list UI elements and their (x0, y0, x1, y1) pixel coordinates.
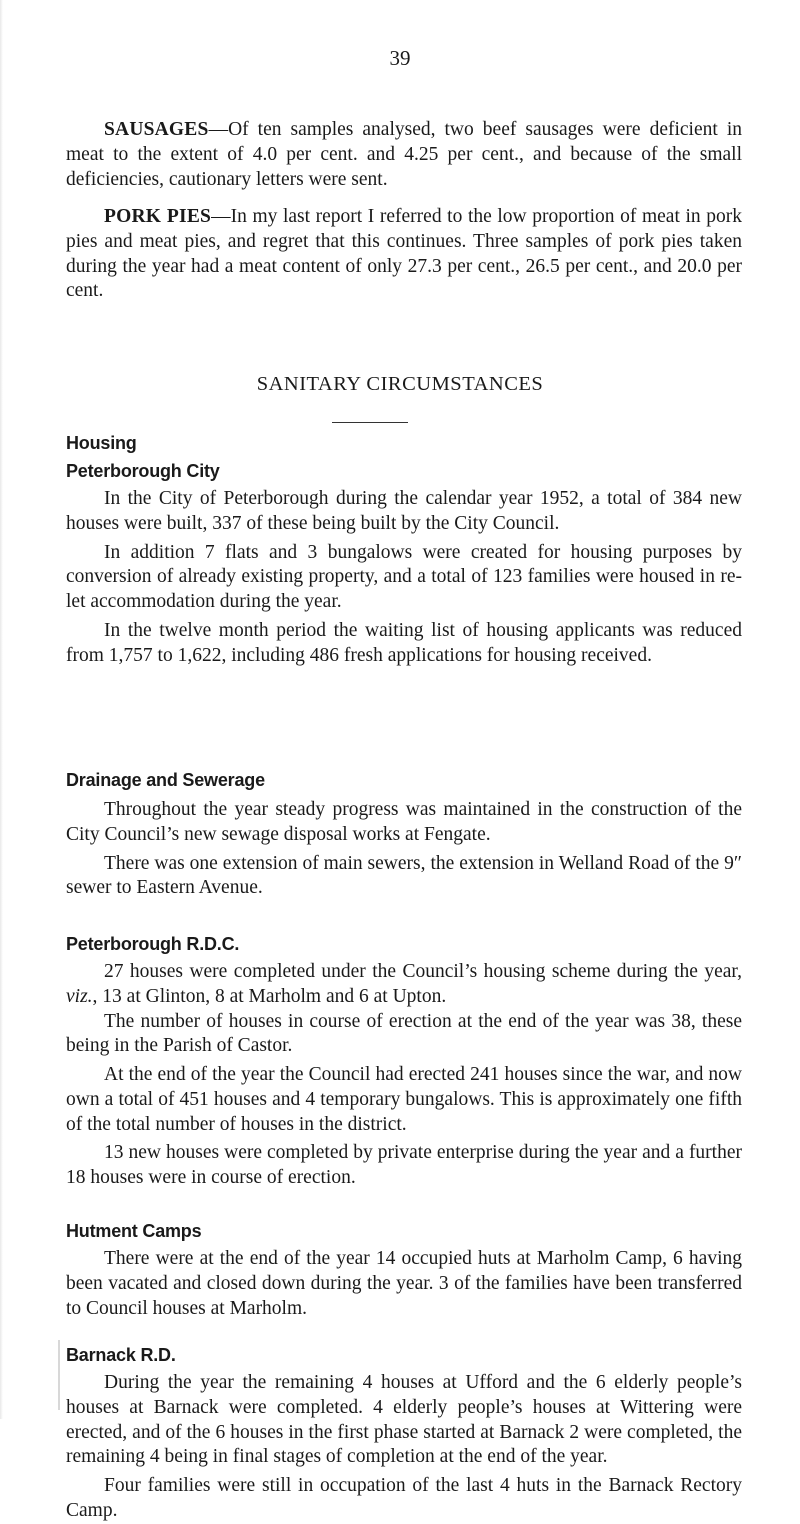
rdc-paragraph-1 (66, 960, 742, 1010)
section-title: SANITARY CIRCUMSTANCES (256, 373, 544, 395)
rdc-paragraphs (66, 960, 742, 1191)
barnack-paragraph-2: Four families were still in occupation of the last 4 huts in the Barnack Rectory Camp. (66, 1475, 742, 1521)
housing-paragraphs (66, 487, 742, 668)
page-number: 39 (389, 46, 411, 70)
drainage-paragraph-1: Throughout the year steady progress was maintained in the construction of the City Council’s new sewage disposal works at Fengate. (66, 799, 742, 845)
pork-pies-paragraph (66, 205, 742, 304)
section-divider (332, 422, 408, 423)
sausages-text: —Of ten samples analysed, two beef sausages were deficient in meat to the extent of 4.0 per cent. and 4.25 per cent., and because of the small deficiencies, cautionary letters were sent. (66, 119, 742, 190)
pork-pies-lead: PORK PIES (104, 206, 212, 227)
housing-heading: Housing (66, 433, 137, 453)
sausages-lead: SAUSAGES (104, 119, 209, 140)
rdc-paragraph-4: 13 new houses were completed by private enterprise during the year and a further 18 houses were in course of erection. (66, 1142, 742, 1189)
barnack-paragraph-1: During the year the remaining 4 houses at Ufford and the 6 elderly people’s houses at Barnack were completed. 4 elderly people’s houses at Wittering were erected, and of the 6 houses in the first phase started at Barnack 2 were completed, the remaining 4 being in final stages of completion at the end of the year. (66, 1372, 742, 1468)
sausages-paragraph (66, 118, 742, 192)
housing-paragraph-1: In the City of Peterborough during the calendar year 1952, a total of 384 new houses were built, 337 of these being built by the City Council. (66, 488, 742, 534)
rdc-paragraph-2: The number of houses in course of erection at the end of the year was 38, these being in the Parish of Castor. (66, 1010, 742, 1057)
hutment-heading: Hutment Camps (66, 1221, 202, 1241)
page-binding-edge (0, 0, 3, 1419)
pork-pies-text: —In my last report I referred to the low proportion of meat in pork pies and meat pies, and regret that this continues. Three samples of pork pies taken during the year had a meat content of only 27.3 per cent., 26.5 per cent., and 20.0 per cent. (66, 206, 742, 302)
rdc-paragraph-3: At the end of the year the Council had erected 241 houses since the war, and now own a total of 451 houses and 4 temporary bungalows. This is approximately one fifth of the total number of houses in the district. (66, 1064, 742, 1135)
rdc-heading: Peterborough R.D.C. (66, 934, 240, 954)
drainage-paragraph-2: There was one extension of main sewers, the extension in Welland Road of the 9″ sewer to Eastern Avenue. (66, 852, 742, 899)
scan-fold-mark (58, 1340, 60, 1410)
housing-paragraph-3: In the twelve month period the waiting list of housing applicants was reduced from 1,757 to 1,622, including 486 fresh applications for housing received. (66, 619, 742, 666)
housing-paragraph-2: In addition 7 flats and 3 bungalows were created for housing purposes by conversion of already existing property, and a total of 123 families were housed in re-let accommodation during the year. (66, 541, 742, 613)
rdc-p1-start: 27 houses were completed under the Council’s housing scheme during the year, (104, 961, 742, 982)
barnack-heading: Barnack R.D. (66, 1345, 176, 1365)
pork-pies-paragraph-block (66, 205, 742, 304)
rdc-p1-end: , 13 at Glinton, 8 at Marholm and 6 at Upton. (92, 985, 447, 1007)
drainage-heading: Drainage and Sewerage (66, 770, 265, 790)
drainage-paragraphs (66, 798, 742, 901)
hutment-paragraphs (66, 1247, 742, 1321)
sausages-paragraph-block (66, 118, 742, 192)
hutment-paragraph-1: There were at the end of the year 14 occupied huts at Marholm Camp, 6 having been vacated and closed down during the year. 3 of the families have been transferred to Council houses at Marholm. (66, 1248, 742, 1319)
barnack-paragraphs (66, 1371, 742, 1524)
peterborough-city-subheading: Peterborough City (66, 461, 220, 481)
rdc-p1-viz: viz. (66, 985, 93, 1007)
